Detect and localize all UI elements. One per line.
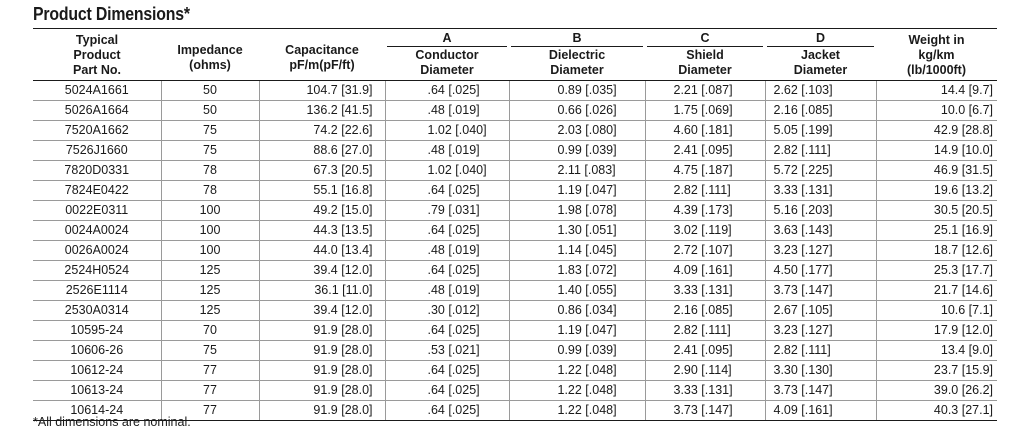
conductor-diameter-cell: 1.02 [.040] — [385, 120, 509, 140]
capacitance-cell: 49.2 [15.0] — [259, 200, 385, 220]
weight-cell: 23.7 [15.9] — [876, 360, 997, 380]
shield-diameter-cell: 3.33 [.131] — [645, 380, 765, 400]
capacitance-cell: 91.9 [28.0] — [259, 360, 385, 380]
weight-cell: 39.0 [26.2] — [876, 380, 997, 400]
header-c-line-2: Diameter — [678, 62, 732, 77]
jacket-diameter-cell: 5.72 [.225] — [765, 160, 876, 180]
header-letter-a: A — [387, 31, 507, 47]
shield-diameter-cell: 2.41 [.095] — [645, 340, 765, 360]
part-number-cell: 2526E1114 — [33, 280, 161, 300]
jacket-diameter-cell: 3.63 [.143] — [765, 220, 876, 240]
jacket-diameter-cell: 2.16 [.085] — [765, 100, 876, 120]
dielectric-diameter-cell: 1.22 [.048] — [509, 400, 645, 420]
header-impedance — [161, 29, 259, 80]
shield-diameter-cell: 1.75 [.069] — [645, 100, 765, 120]
header-conductor-diameter — [385, 29, 509, 80]
conductor-diameter-cell: .64 [.025] — [385, 260, 509, 280]
capacitance-cell: 39.4 [12.0] — [259, 260, 385, 280]
conductor-diameter-cell: .64 [.025] — [385, 220, 509, 240]
shield-diameter-cell: 2.82 [.111] — [645, 320, 765, 340]
dielectric-diameter-cell: 1.14 [.045] — [509, 240, 645, 260]
footnote: *All dimensions are nominal. — [33, 415, 191, 429]
conductor-diameter-cell: .64 [.025] — [385, 380, 509, 400]
conductor-diameter-cell: .48 [.019] — [385, 280, 509, 300]
capacitance-cell: 39.4 [12.0] — [259, 300, 385, 320]
table-row — [33, 200, 997, 220]
table-row — [33, 380, 997, 400]
impedance-cell: 100 — [161, 220, 259, 240]
dielectric-diameter-cell: 0.89 [.035] — [509, 80, 645, 100]
capacitance-cell: 55.1 [16.8] — [259, 180, 385, 200]
dielectric-diameter-cell: 0.99 [.039] — [509, 340, 645, 360]
table-row — [33, 220, 997, 240]
header-letter-c: C — [647, 31, 763, 47]
part-number-cell: 0022E0311 — [33, 200, 161, 220]
jacket-diameter-cell: 3.73 [.147] — [765, 280, 876, 300]
page-title: Product Dimensions* — [33, 4, 190, 24]
shield-diameter-cell: 4.60 [.181] — [645, 120, 765, 140]
capacitance-cell: 67.3 [20.5] — [259, 160, 385, 180]
weight-cell: 25.3 [17.7] — [876, 260, 997, 280]
shield-diameter-cell: 3.73 [.147] — [645, 400, 765, 420]
weight-cell: 14.9 [10.0] — [876, 140, 997, 160]
part-number-cell: 5026A1664 — [33, 100, 161, 120]
shield-diameter-cell: 3.02 [.119] — [645, 220, 765, 240]
capacitance-cell: 91.9 [28.0] — [259, 380, 385, 400]
dielectric-diameter-cell: 1.83 [.072] — [509, 260, 645, 280]
conductor-diameter-cell: .64 [.025] — [385, 320, 509, 340]
header-capacitance — [259, 29, 385, 80]
table-row — [33, 360, 997, 380]
header-weight-line-2: kg/km — [918, 47, 955, 62]
impedance-cell: 100 — [161, 200, 259, 220]
impedance-cell: 125 — [161, 260, 259, 280]
part-number-cell: 0026A0024 — [33, 240, 161, 260]
conductor-diameter-cell: .79 [.031] — [385, 200, 509, 220]
dielectric-diameter-cell: 0.99 [.039] — [509, 140, 645, 160]
capacitance-cell: 88.6 [27.0] — [259, 140, 385, 160]
conductor-diameter-cell: .48 [.019] — [385, 100, 509, 120]
capacitance-cell: 44.0 [13.4] — [259, 240, 385, 260]
capacitance-cell: 36.1 [11.0] — [259, 280, 385, 300]
impedance-cell: 125 — [161, 300, 259, 320]
header-part-line-3: Part No. — [73, 62, 121, 77]
weight-cell: 13.4 [9.0] — [876, 340, 997, 360]
shield-diameter-cell: 2.41 [.095] — [645, 140, 765, 160]
conductor-diameter-cell: .64 [.025] — [385, 360, 509, 380]
header-a-line-2: Diameter — [420, 62, 474, 77]
capacitance-cell: 91.9 [28.0] — [259, 340, 385, 360]
conductor-diameter-cell: .64 [.025] — [385, 80, 509, 100]
conductor-diameter-cell: .64 [.025] — [385, 180, 509, 200]
impedance-cell: 78 — [161, 180, 259, 200]
header-weight-line-1: Weight in — [908, 32, 965, 47]
part-number-cell: 10614-24 — [33, 400, 161, 420]
jacket-diameter-cell: 5.05 [.199] — [765, 120, 876, 140]
part-number-cell: 10612-24 — [33, 360, 161, 380]
shield-diameter-cell: 2.72 [.107] — [645, 240, 765, 260]
header-capacitance-line-2: pF/m(pF/ft) — [289, 58, 355, 73]
conductor-diameter-cell: .48 [.019] — [385, 240, 509, 260]
header-c-line-1: Shield — [686, 47, 724, 62]
part-number-cell: 2524H0524 — [33, 260, 161, 280]
capacitance-cell: 44.3 [13.5] — [259, 220, 385, 240]
impedance-cell: 77 — [161, 360, 259, 380]
impedance-cell: 75 — [161, 140, 259, 160]
impedance-cell: 77 — [161, 400, 259, 420]
impedance-cell: 70 — [161, 320, 259, 340]
conductor-diameter-cell: .53 [.021] — [385, 340, 509, 360]
part-number-cell: 2530A0314 — [33, 300, 161, 320]
header-letter-b: B — [511, 31, 643, 47]
weight-cell: 21.7 [14.6] — [876, 280, 997, 300]
weight-cell: 14.4 [9.7] — [876, 80, 997, 100]
weight-cell: 42.9 [28.8] — [876, 120, 997, 140]
header-jacket-diameter — [765, 29, 876, 80]
weight-cell: 10.0 [6.7] — [876, 100, 997, 120]
jacket-diameter-cell: 3.23 [.127] — [765, 320, 876, 340]
jacket-diameter-cell: 3.30 [.130] — [765, 360, 876, 380]
impedance-cell: 75 — [161, 120, 259, 140]
part-number-cell: 7520A1662 — [33, 120, 161, 140]
conductor-diameter-cell: .48 [.019] — [385, 140, 509, 160]
part-number-cell: 7526J1660 — [33, 140, 161, 160]
table-row — [33, 260, 997, 280]
dielectric-diameter-cell: 2.03 [.080] — [509, 120, 645, 140]
weight-cell: 10.6 [7.1] — [876, 300, 997, 320]
part-number-cell: 10613-24 — [33, 380, 161, 400]
dielectric-diameter-cell: 1.19 [.047] — [509, 320, 645, 340]
capacitance-cell: 74.2 [22.6] — [259, 120, 385, 140]
dielectric-diameter-cell: 1.22 [.048] — [509, 360, 645, 380]
table-row — [33, 140, 997, 160]
part-number-cell: 7820D0331 — [33, 160, 161, 180]
header-capacitance-line-1: Capacitance — [285, 43, 359, 58]
table-row — [33, 160, 997, 180]
table-body — [33, 80, 997, 420]
capacitance-cell: 136.2 [41.5] — [259, 100, 385, 120]
jacket-diameter-cell: 2.67 [.105] — [765, 300, 876, 320]
table-row — [33, 180, 997, 200]
header-part-line-1: Typical — [75, 32, 119, 47]
table-row — [33, 240, 997, 260]
weight-cell: 19.6 [13.2] — [876, 180, 997, 200]
table-row — [33, 280, 997, 300]
shield-diameter-cell: 2.16 [.085] — [645, 300, 765, 320]
header-weight-line-3: (lb/1000ft) — [906, 62, 967, 77]
header-d-line-1: Jacket — [801, 47, 840, 62]
header-impedance-line-2: (ohms) — [189, 58, 231, 73]
table-row — [33, 340, 997, 360]
table-row — [33, 320, 997, 340]
impedance-cell: 125 — [161, 280, 259, 300]
shield-diameter-cell: 3.33 [.131] — [645, 280, 765, 300]
part-number-cell: 0024A0024 — [33, 220, 161, 240]
dielectric-diameter-cell: 0.86 [.034] — [509, 300, 645, 320]
jacket-diameter-cell: 2.82 [.111] — [765, 140, 876, 160]
conductor-diameter-cell: 1.02 [.040] — [385, 160, 509, 180]
dielectric-diameter-cell: 1.22 [.048] — [509, 380, 645, 400]
jacket-diameter-cell: 4.09 [.161] — [765, 400, 876, 420]
impedance-cell: 75 — [161, 340, 259, 360]
jacket-diameter-cell: 3.73 [.147] — [765, 380, 876, 400]
header-d-line-2: Diameter — [793, 62, 848, 77]
part-number-cell: 10606-26 — [33, 340, 161, 360]
capacitance-cell: 91.9 [28.0] — [259, 400, 385, 420]
weight-cell: 25.1 [16.9] — [876, 220, 997, 240]
header-weight — [876, 29, 997, 80]
shield-diameter-cell: 4.75 [.187] — [645, 160, 765, 180]
dielectric-diameter-cell: 1.30 [.051] — [509, 220, 645, 240]
dielectric-diameter-cell: 1.19 [.047] — [509, 180, 645, 200]
jacket-diameter-cell: 2.82 [.111] — [765, 340, 876, 360]
impedance-cell: 50 — [161, 100, 259, 120]
part-number-cell: 7824E0422 — [33, 180, 161, 200]
shield-diameter-cell: 2.82 [.111] — [645, 180, 765, 200]
dielectric-diameter-cell: 1.98 [.078] — [509, 200, 645, 220]
weight-cell: 17.9 [12.0] — [876, 320, 997, 340]
product-dimensions-table — [33, 29, 997, 421]
table-header-row — [33, 29, 997, 80]
shield-diameter-cell: 4.39 [.173] — [645, 200, 765, 220]
dielectric-diameter-cell: 2.11 [.083] — [509, 160, 645, 180]
impedance-cell: 77 — [161, 380, 259, 400]
header-impedance-line-1: Impedance — [177, 43, 243, 58]
header-dielectric-diameter — [509, 29, 645, 80]
impedance-cell: 50 — [161, 80, 259, 100]
header-part-number — [33, 29, 161, 80]
weight-cell: 18.7 [12.6] — [876, 240, 997, 260]
capacitance-cell: 91.9 [28.0] — [259, 320, 385, 340]
header-b-line-1: Dielectric — [548, 47, 606, 62]
shield-diameter-cell: 4.09 [.161] — [645, 260, 765, 280]
dielectric-diameter-cell: 1.40 [.055] — [509, 280, 645, 300]
header-part-line-2: Product — [73, 47, 121, 62]
weight-cell: 30.5 [20.5] — [876, 200, 997, 220]
jacket-diameter-cell: 5.16 [.203] — [765, 200, 876, 220]
jacket-diameter-cell: 3.23 [.127] — [765, 240, 876, 260]
jacket-diameter-cell: 4.50 [.177] — [765, 260, 876, 280]
table-row — [33, 100, 997, 120]
shield-diameter-cell: 2.90 [.114] — [645, 360, 765, 380]
header-shield-diameter — [645, 29, 765, 80]
impedance-cell: 100 — [161, 240, 259, 260]
header-b-line-2: Diameter — [550, 62, 604, 77]
jacket-diameter-cell: 2.62 [.103] — [765, 80, 876, 100]
jacket-diameter-cell: 3.33 [.131] — [765, 180, 876, 200]
table-row — [33, 80, 997, 100]
header-a-line-1: Conductor — [415, 47, 479, 62]
table-row — [33, 120, 997, 140]
shield-diameter-cell: 2.21 [.087] — [645, 80, 765, 100]
part-number-cell: 5024A1661 — [33, 80, 161, 100]
weight-cell: 40.3 [27.1] — [876, 400, 997, 420]
weight-cell: 46.9 [31.5] — [876, 160, 997, 180]
header-letter-d: D — [767, 31, 874, 47]
dielectric-diameter-cell: 0.66 [.026] — [509, 100, 645, 120]
impedance-cell: 78 — [161, 160, 259, 180]
conductor-diameter-cell: .30 [.012] — [385, 300, 509, 320]
part-number-cell: 10595-24 — [33, 320, 161, 340]
capacitance-cell: 104.7 [31.9] — [259, 80, 385, 100]
conductor-diameter-cell: .64 [.025] — [385, 400, 509, 420]
table-row — [33, 300, 997, 320]
